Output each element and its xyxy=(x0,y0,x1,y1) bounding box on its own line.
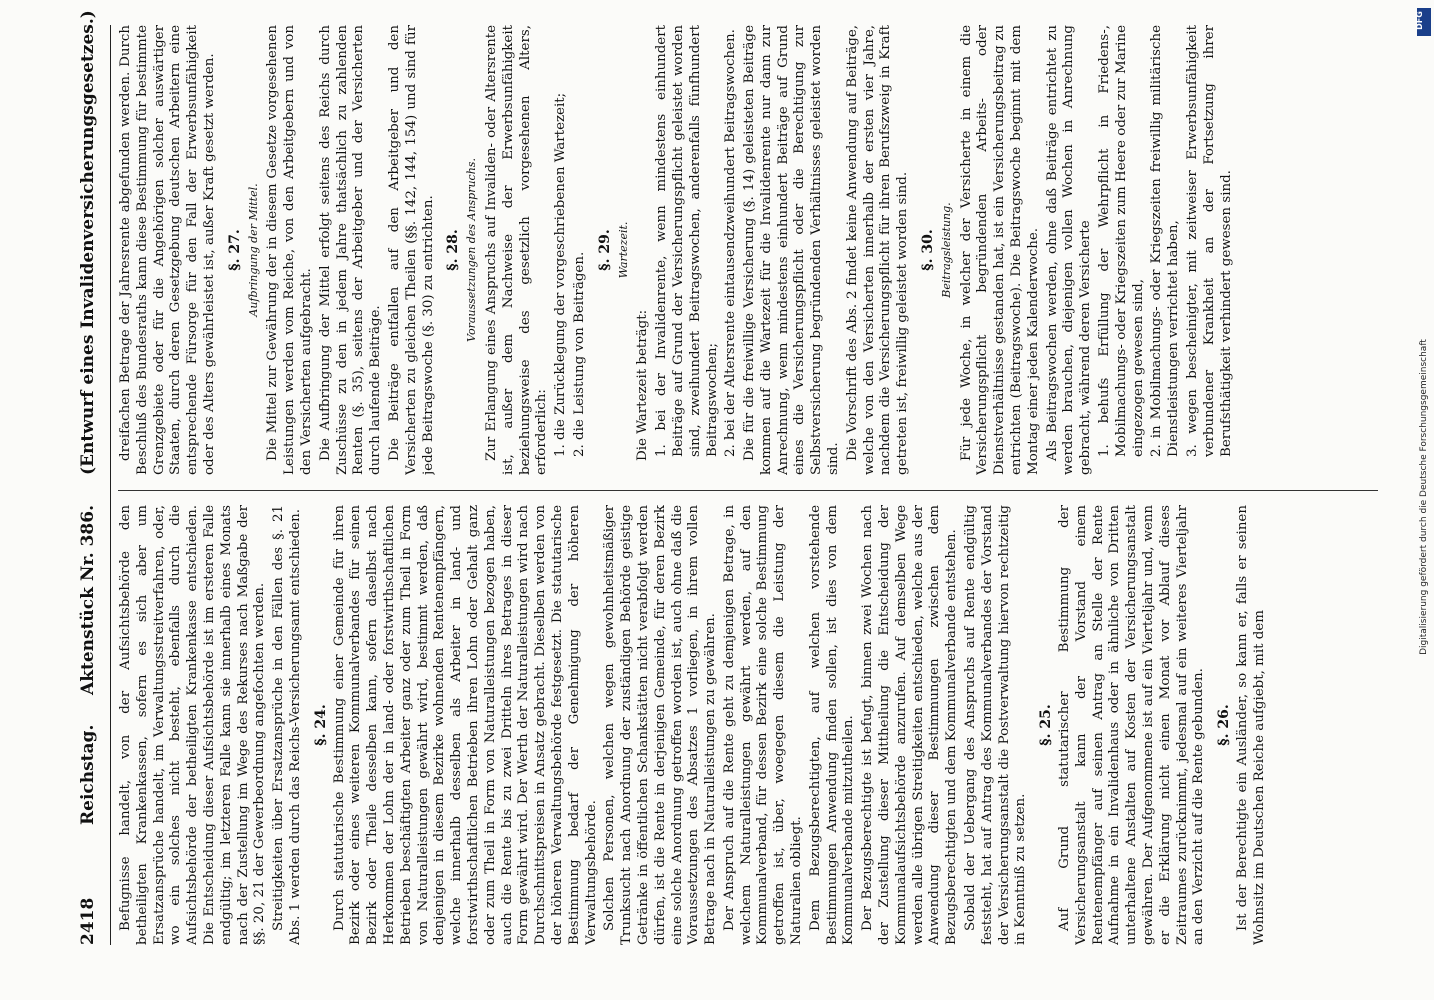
list-item: 3. wegen bescheinigter, mit zeitweiser Erwerbsunfähigkeit verbundener Krankheit an der Fortsetzung ihrer Berufsthätigkeit verhindert gewesen sind. xyxy=(1185,25,1234,457)
paragraph: Dem Bezugsberechtigten, auf welchen vorstehende Bestimmungen Anwendung finden sollen, ist dies von dem Kommunalverbande mitzutheilen. xyxy=(807,505,857,945)
paragraph: Die Wartezeit beträgt: xyxy=(635,309,651,461)
document-number: Aktenstück Nr. 386. xyxy=(78,504,98,695)
section-title: Wartezeit. xyxy=(616,221,630,279)
paragraph: Die für die freiwillige Versicherung (§. 14) geleisteten Beiträge kommen auf die Wartezeit für die Invalidenrente nur dann zur Anrechnung, wenn mindestens einhundert Beiträge auf Grund eines die Versicherungspflicht oder die Berechtigung zur Selbstversicherung begründenden Verhältnisses geleistet worden sind. xyxy=(742,25,842,475)
list-item: 1. die Zurücklegung der vorgeschriebenen Wartezeit; xyxy=(553,92,569,457)
paragraph: Die Beiträge entfallen auf den Arbeitgeber und den Versicherten zu gleichen Theilen (§§. 142, 144, 154) und sind für jede Beitragswoche (§. 30) zu entrichten. xyxy=(386,25,436,475)
section-title: Beitragsleistung. xyxy=(939,202,953,298)
paragraph: Streitigkeiten über Ersatzansprüche in den Fällen des §. 21 Abs. 1 werden durch das Reichs-Versicherungsamt entschieden. xyxy=(271,505,303,945)
digitization-credit xyxy=(1416,12,1434,962)
right-column xyxy=(118,25,1378,475)
paragraph: Der Anspruch auf die Rente geht zu demjenigen Betrage, in welchem Naturalleistungen gewährt werden, auf den Kommunalverband, für dessen Bezirk eine solche Bestimmung getroffen ist, über, woegegen diesem die Leistung der Naturalien obliegt. xyxy=(721,505,805,945)
section-heading: §. 26. xyxy=(1216,704,1233,746)
section-heading: §. 27. xyxy=(226,229,243,271)
document-subject: (Entwurf eines Invalidenversicherungsgesetzes.) xyxy=(78,10,98,475)
digitization-note: Digitalisierung gefördert durch die Deutsche Forschungsgemeinschaft xyxy=(1419,339,1429,655)
page-number: 2418 xyxy=(78,897,98,945)
chamber-label: Reichstag. xyxy=(78,724,98,825)
paragraph: Auf Grund statutarischer Bestimmung der Versicherungsanstalt kann der Vorstand einem Rentenempfänger auf seinen Antrag an Stelle der Rente Aufnahme in ein Invalidenhaus oder in ähnliche von Dritten unterhaltene Anstalten auf Kosten der Versicherungsanstalt gewähren. Der Aufgenommene ist auf ein Vierteljahr und, wenn er die Erklärung nicht einen Monat vor Ablauf dieses Zeitraumes zurücknimmt, jedesmal auf ein weiteres Vierteljahr an den Verzicht auf die Rente gebunden. xyxy=(1057,505,1207,945)
paragraph: Als Beitragswochen werden, ohne daß Beiträge entrichtet zu werden brauchen, diejenigen vollen Wochen in Anrechnung gebracht, während deren Versicherte xyxy=(1044,25,1094,475)
paragraph: Zur Erlangung eines Anspruchs auf Invaliden- oder Altersrente ist, außer dem Nachweise der Erwerbsunfähigkeit beziehungsweise des gesetzlich vorgesehenen Alters, erforderlich: xyxy=(483,25,550,475)
section-heading: §. 30. xyxy=(920,229,937,271)
list-item: 2. bei der Altersrente eintausendzweihundert Beitragswochen. xyxy=(723,29,739,457)
paragraph: Ist der Berechtigte ein Ausländer, so kann er, falls er seinen Wohnsitz im Deutschen Reiche aufgiebt, mit dem xyxy=(1235,505,1267,945)
list-item: 1. behufs Erfüllung der Wehrpflicht in Friedens-, Mobilmachungs- oder Kriegszeiten zum Heere oder zur Marine eingezogen gewesen sind, xyxy=(1097,25,1146,457)
paragraph: Solchen Personen, welchen wegen gewohnheitsmäßiger Trunksucht nach Anordnung der zuständigen Behörde geistige Getränke in öffentlichen Schankstätten nicht verabfolgt werden dürfen, ist die Rente in derjenigen Gemeinde, für deren Bezirk eine solche Anordnung getroffen worden ist, auch ohne daß die Voraussetzungen des Absatzes 1 vorliegen, in ihrem vollen Betrage nach in Naturalleistungen zu gewähren. xyxy=(602,505,719,945)
section-heading: §. 28. xyxy=(445,229,462,271)
list-item: 2. in Mobilmachungs- oder Kriegszeiten freiwillig militärische Dienstleistungen verrichtet haben, xyxy=(1149,25,1182,457)
paragraph: Für jede Woche, in welcher der Versicherte in einem die Versicherungspflicht begründenden Arbeits- oder Dienstverhältnisse gestanden hat, ist ein Versicherungsbeitrag zu entrichten (Beitragswoche). Die Beitragswoche beginnt mit dem Montag einer jeden Kalenderwoche. xyxy=(958,25,1041,475)
paragraph: Die Aufbringung der Mittel erfolgt seitens des Reichs durch Zuschüsse zu den in jedem Jahre thatsächlich zu zahlenden Renten (§. 35), seitens der Arbeitgeber und der Versicherten durch laufende Beiträge. xyxy=(317,25,384,475)
paragraph: Durch statutarische Bestimmung einer Gemeinde für ihren Bezirk oder eines weiteren Kommunalverbandes für seinen Bezirk oder Theile desselben kann, sofern daselbst nach Herkommen der Lohn der in land- oder forstwirthschaftlichen Betrieben beschäftigten Arbeiter ganz oder zum Theil in Form von Naturalleistungen gewährt wird, bestimmt werden, daß denjenigen in diesem Bezirke wohnenden Rentenempfängern, welche innerhalb desselben als Arbeiter in land- und forstwirthschaftlichen Betrieben ihren Lohn oder Gehalt ganz oder zum Theil in Form von Naturalleistungen bezogen haben, auch die Rente bis zu zwei Dritteln ihres Betrages in dieser Form gewährt wird. Der Werth der Naturalleistungen wird nach Durchschnittspreisen in Ansatz gebracht. Dieselben werden von der höheren Verwaltungsbehörde festgesetzt. Die statutarische Bestimmung bedarf der Genehmigung der höheren Verwaltungsbehörde. xyxy=(331,505,599,945)
paragraph: Die Vorschrift des Abs. 2 findet keine Anwendung auf Beiträge, welche von den Versicherten innerhalb der ersten vier Jahre, nachdem die Versicherungspflicht für ihren Berufszweig in Kraft getreten ist, freiwillig geleistet worden sind. xyxy=(844,25,911,475)
list-item: 1. bei der Invalidenrente, wenn mindestens einhundert Beiträge auf Grund der Versicherungspflicht geleistet worden sind, zweihundert Beitragswochen, anderenfalls fünfhundert Beitragswochen; xyxy=(654,25,720,457)
section-heading: §. 25. xyxy=(1038,704,1055,746)
paragraph: Die Mittel zur Gewährung der in diesem Gesetze vorgesehenen Leistungen werden vom Reiche, von den Arbeitgebern und von den Versicherten aufgebracht. xyxy=(265,25,314,475)
page-header xyxy=(70,10,111,945)
paragraph: Der Bezugsberechtigte ist befugt, binnen zwei Wochen nach der Zustellung dieser Mittheilung die Entscheidung der Kommunalaufsichtsbehörde anzurufen. Auf demselben Wege werden alle übrigen Streitigkeiten entschieden, welche aus der Anwendung dieser Bestimmungen zwischen dem Bezugsberechtigten und dem Kommunalverbande entstehen. xyxy=(860,505,960,945)
section-heading: §. 24. xyxy=(312,704,329,746)
section-title: Aufbringung der Mittel. xyxy=(246,183,260,317)
paragraph: dreifachen Betrage der Jahresrente abgefunden werden. Durch Beschluß des Bundesraths kann diese Bestimmung für bestimmte Grenzgebiete oder für die Angehörigen solcher auswärtiger Staaten, durch deren Gesetzgebung deutschen Arbeitern eine entsprechende Fürsorge für den Fall der Erwerbsunfähigkeit oder des Alters gewährleistet ist, außer Kraft gesetzt werden. xyxy=(118,25,217,475)
section-title: Voraussetzungen des Anspruchs. xyxy=(465,158,479,342)
left-column xyxy=(118,505,1378,945)
rotated-document-page xyxy=(70,10,1390,945)
column-divider xyxy=(118,490,1378,491)
dfg-logo: DFG xyxy=(1417,8,1431,36)
paragraph: Befugnisse handelt, von der Aufsichtsbehörde den betheiligten Krankenkassen, sofern es sich aber um Ersatzansprüche handelt, im Verwaltungsstreitverfahren, oder, wo ein solches nicht besteht, ebenfalls durch die Aufsichtsbehörde der betheiligten Krankenkasse entschieden. Die Entscheidung dieser Aufsichtsbehörde ist im ersteren Falle endgültig; im letzteren Falle kann sie innerhalb eines Monats nach der Zustellung im Wege des Rekurses nach Maßgabe der §§. 20, 21 der Gewerbeordnung angefochten werden. xyxy=(118,505,268,945)
paragraph: Sobald der Uebergang des Anspruchs auf Rente endgültig feststeht, hat auf Antrag des Kommunalverbandes der Vorstand der Versicherungsanstalt die Postverwaltung hiervon rechtzeitig in Kenntniß zu setzen. xyxy=(963,505,1029,945)
list-item: 2. die Leistung von Beiträgen. xyxy=(571,251,587,457)
section-heading: §. 29. xyxy=(596,229,613,271)
